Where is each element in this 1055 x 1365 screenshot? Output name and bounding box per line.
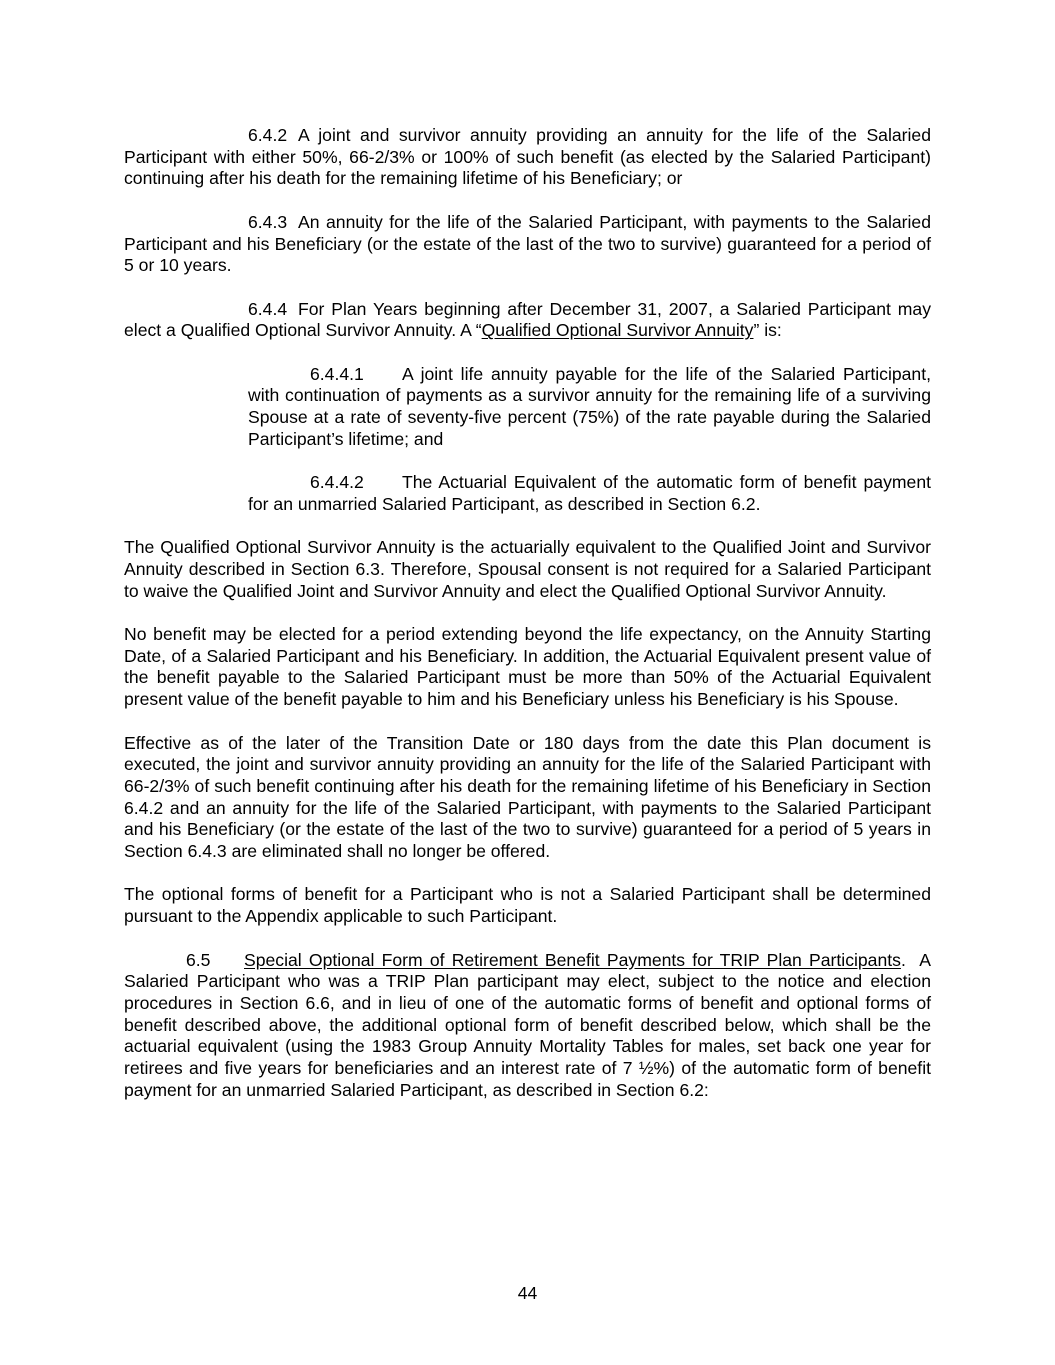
section-number: 6.4.4.2: [310, 472, 364, 493]
section-heading: Special Optional Form of Retirement Benefit Payments for TRIP Plan Participants: [244, 949, 901, 970]
section-text-end: ” is:: [753, 320, 782, 341]
section-6-4-4-1: [248, 364, 931, 451]
section-6-4-4-2: [248, 472, 931, 515]
section-number: 6.5: [186, 949, 211, 970]
section-6-4-4: [124, 299, 931, 342]
paragraph-effective: Effective as of the later of the Transition Date or 180 days from the date this Plan document is executed, the joint and survivor annuity providing an annuity for the life of the Salaried Participant with 66-2/3% of such benefit continuing after his death for the remaining lifetime of his Beneficiary in Section 6.4.2 and an annuity for the life of the Salaried Participant, with payments to the Salaried Participant and his Beneficiary (or the estate of the last of the two to survive) guaranteed for a period of 5 years in Section 6.4.3 are eliminated shall no longer be offered.: [124, 732, 931, 862]
section-6-4-2: [124, 125, 931, 190]
defined-term: Qualified Optional Survivor Annuity: [481, 320, 754, 341]
section-6-4-3: [124, 212, 931, 277]
paragraph-qosa: The Qualified Optional Survivor Annuity is the actuarially equivalent to the Qualified Joint and Survivor Annuity described in Section 6.3. Therefore, Spousal consent is not required for a Salaried Participant to waive the Qualified Joint and Survivor Annuity and elect the Qualified Optional Survivor Annuity.: [124, 537, 931, 601]
paragraph-no-benefit: No benefit may be elected for a period extending beyond the life expectancy, on the Annuity Starting Date, of a Salaried Participant and his Beneficiary. In addition, the Actuarial Equivalent present value of the benefit payable to the Salaried Participant must be more than 50% of the Actuarial Equivalent present value of the benefit payable to him and his Beneficiary unless his Beneficiary is his Spouse.: [124, 624, 931, 710]
section-text: A joint and survivor annuity providing an annuity for the life of the Salaried Participant with either 50%, 66-2/3% or 100% of such benefit (as elected by the Salaried Participant) continuing after his death for the remaining lifetime of his Beneficiary; or: [124, 125, 931, 189]
section-text: For Plan Years beginning after December 31, 2007, a Salaried Participant may elect a Qualified Optional Survivor Annuity. A “: [124, 298, 931, 341]
section-text: A joint life annuity payable for the life of the Salaried Participant, with continuation of payments as a survivor annuity for the remaining life of a surviving Spouse at a rate of seventy-five percent (75%) of the rate payable during the Salaried Participant’s lifetime; and: [248, 363, 931, 449]
paragraph-optional-forms: The optional forms of benefit for a Participant who is not a Salaried Participant shall be determined pursuant to the Appendix applicable to such Participant.: [124, 884, 931, 927]
section-text: The Actuarial Equivalent of the automatic form of benefit payment for an unmarried Salaried Participant, as described in Section 6.2.: [248, 472, 931, 514]
section-6-5: [124, 950, 931, 1102]
section-number: 6.4.4.1: [310, 363, 364, 384]
section-text: A Salaried Participant who was a TRIP Plan participant may elect, subject to the notice and election procedures in Section 6.6, and in lieu of one of the automatic forms of benefit and optional forms of benefit described above, the additional optional form of benefit described below, which shall be the actuarial equivalent (using the 1983 Group Annuity Mortality Tables for males, set back one year for retirees and five years for beneficiaries and an interest rate of 7 ½%) of the automatic form of benefit payment for an unmarried Salaried Participant, as described in Section 6.2:: [124, 949, 931, 1100]
section-number: 6.4.3: [248, 211, 288, 232]
section-heading-end: .: [900, 949, 906, 970]
section-number: 6.4.4: [248, 298, 288, 319]
section-number: 6.4.2: [248, 125, 288, 145]
section-text: An annuity for the life of the Salaried Participant, with payments to the Salaried Participant and his Beneficiary (or the estate of the last of the two to survive) guaranteed for a period of 5 or 10 years.: [124, 211, 931, 276]
page-number: 44: [517, 1283, 538, 1303]
page-body: [124, 125, 931, 1123]
